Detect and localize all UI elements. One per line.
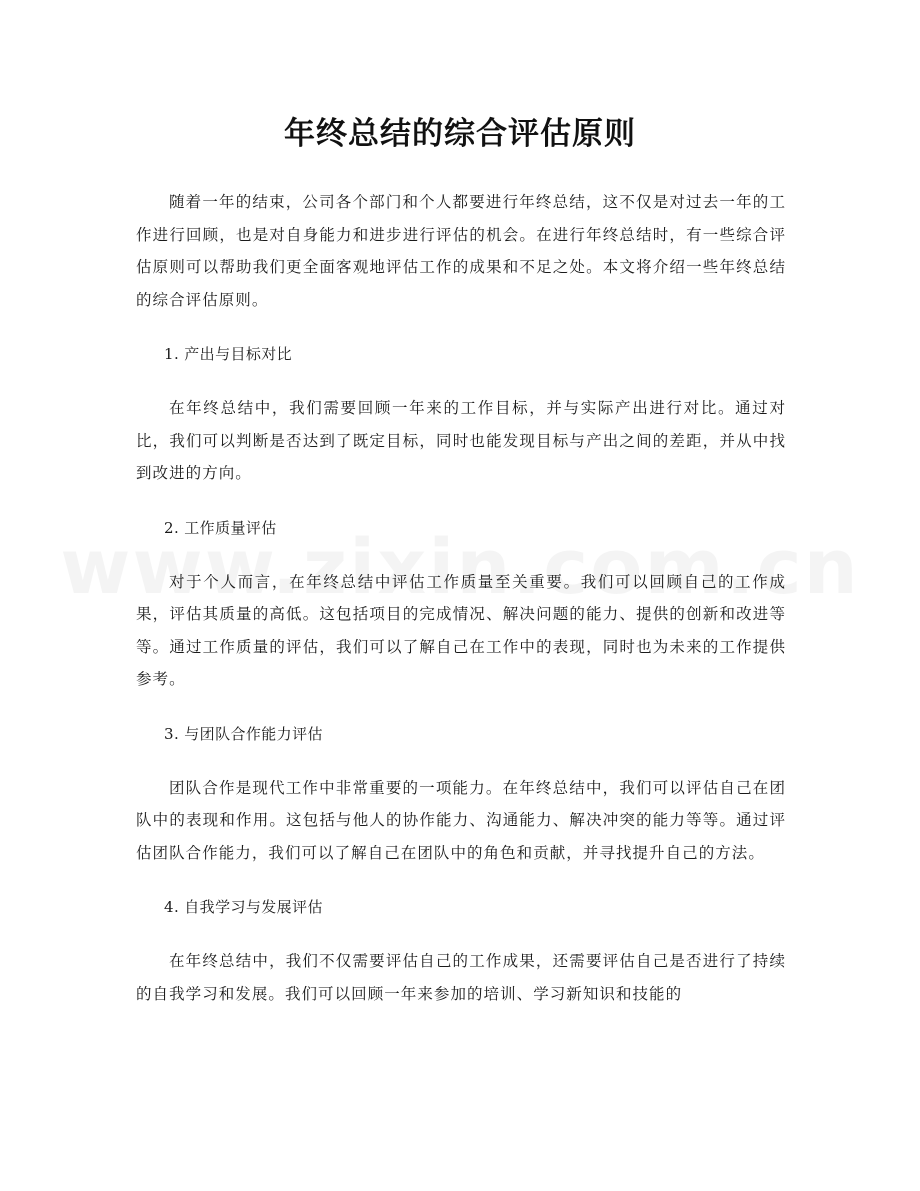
- section-paragraph: 在年终总结中，我们需要回顾一年来的工作目标，并与实际产出进行对比。通过对比，我们可以判断是否达到了既定目标，同时也能发现目标与产出之间的差距，并从中找到改进的方向。: [136, 399, 786, 482]
- section-heading: 2. 工作质量评估: [164, 518, 277, 537]
- section-4: [136, 891, 786, 1010]
- section-heading: 4. 自我学习与发展评估: [164, 898, 323, 916]
- section-3: [136, 718, 786, 870]
- page-title: 年终总结的综合评估原则: [284, 116, 636, 152]
- intro-paragraph: 随着一年的结束，公司各个部门和个人都要进行年终总结，这不仅是对过去一年的工作进行回顾，也是对自身能力和进步进行评估的机会。在进行年终总结时，有一些综合评估原则可以帮助我们更全面客观地评估工作的成果和不足之处。本文将介绍一些年终总结的综合评估原则。: [136, 193, 786, 309]
- document-body: [136, 186, 786, 1010]
- section-paragraph: 团队合作是现代工作中非常重要的一项能力。在年终总结中，我们可以评估自己在团队中的表现和作用。这包括与他人的协作能力、沟通能力、解决冲突的能力等等。通过评估团队合作能力，我们可以了解自己在团队中的角色和贡献，并寻找提升自己的方法。: [136, 778, 786, 862]
- section-paragraph: 在年终总结中，我们不仅需要评估自己的工作成果，还需要评估自己是否进行了持续的自我学习和发展。我们可以回顾一年来参加的培训、学习新知识和技能的: [136, 952, 786, 1003]
- section-heading: 1. 产出与目标对比: [164, 345, 293, 363]
- section-heading: 3. 与团队合作能力评估: [164, 724, 323, 743]
- section-paragraph: 对于个人而言，在年终总结中评估工作质量至关重要。我们可以回顾自己的工作成果，评估其质量的高低。这包括项目的完成情况、解决问题的能力、提供的创新和改进等等。通过工作质量的评估，我们可以了解自己在工作中的表现，同时也为未来的工作提供参考。: [136, 572, 786, 688]
- section-2: [136, 512, 786, 696]
- section-1: [136, 338, 786, 490]
